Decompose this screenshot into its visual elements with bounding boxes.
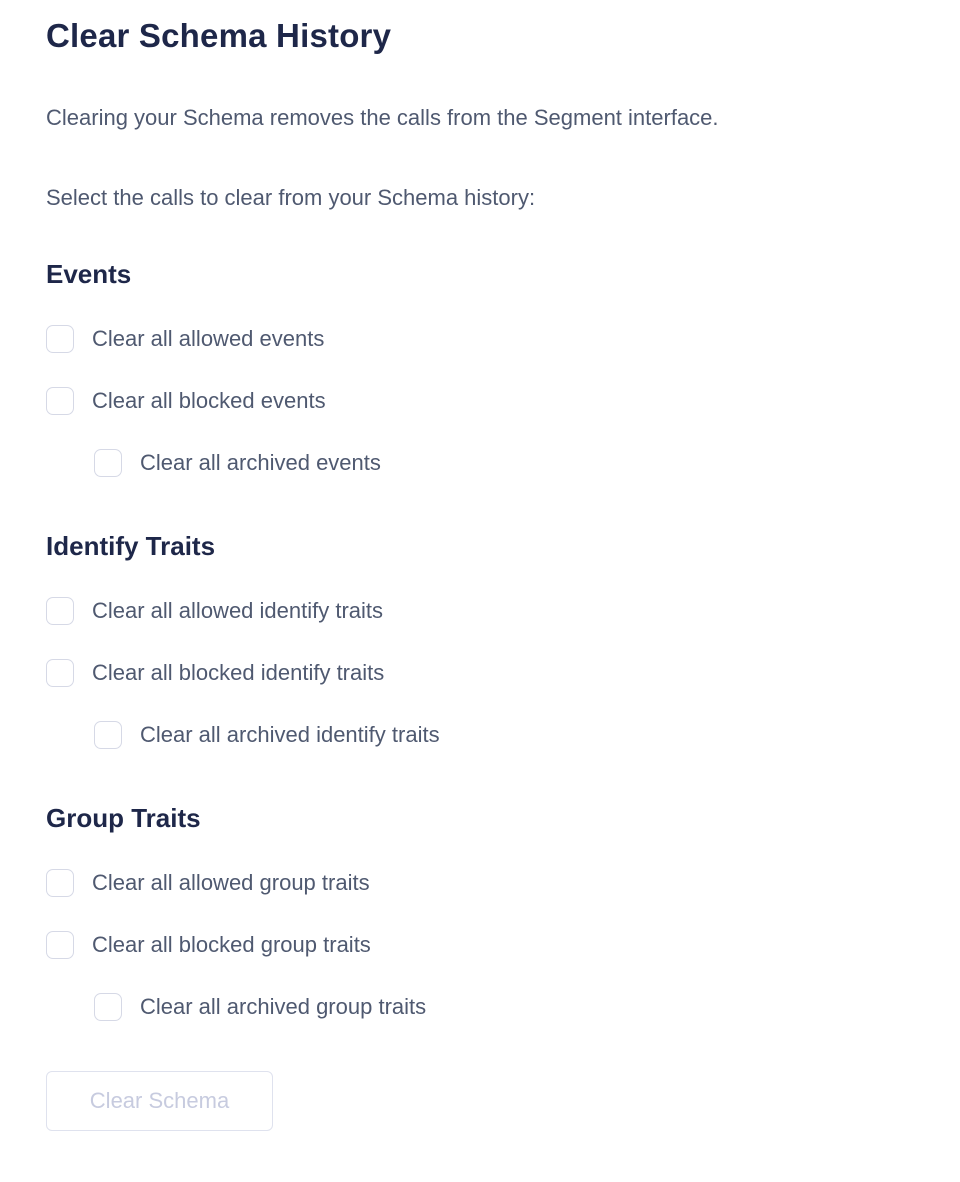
checkbox-label-allowed-group-traits: Clear all allowed group traits bbox=[92, 870, 370, 895]
checkbox-label-archived-events: Clear all archived events bbox=[140, 450, 381, 475]
checkbox-allowed-identify-traits[interactable] bbox=[46, 597, 74, 625]
checkbox-archived-identify-traits[interactable] bbox=[94, 721, 122, 749]
checkbox-row-allowed-identify-traits[interactable] bbox=[46, 597, 383, 625]
section-events bbox=[46, 258, 920, 477]
checkbox-blocked-identify-traits[interactable] bbox=[46, 659, 74, 687]
checkbox-label-archived-group-traits: Clear all archived group traits bbox=[140, 994, 427, 1019]
checkbox-row-blocked-events[interactable] bbox=[46, 387, 326, 415]
checkbox-row-allowed-events[interactable] bbox=[46, 325, 324, 353]
section-identify-traits bbox=[46, 530, 920, 749]
section-heading-events: Events bbox=[46, 259, 132, 289]
checkbox-label-blocked-events: Clear all blocked events bbox=[92, 388, 326, 413]
checkbox-row-allowed-group-traits[interactable] bbox=[46, 869, 370, 897]
checkbox-label-blocked-group-traits: Clear all blocked group traits bbox=[92, 932, 371, 957]
checkbox-allowed-events[interactable] bbox=[46, 325, 74, 353]
checkbox-row-blocked-group-traits[interactable] bbox=[46, 931, 371, 959]
checkbox-archived-group-traits[interactable] bbox=[94, 993, 122, 1021]
checkbox-label-blocked-identify-traits: Clear all blocked identify traits bbox=[92, 660, 385, 685]
checkbox-label-allowed-identify-traits: Clear all allowed identify traits bbox=[92, 598, 384, 623]
checkbox-row-archived-group-traits[interactable] bbox=[94, 993, 426, 1021]
checkbox-blocked-group-traits[interactable] bbox=[46, 931, 74, 959]
page-description: Clearing your Schema removes the calls from the Segment interface. bbox=[46, 105, 719, 130]
page-title: Clear Schema History bbox=[46, 17, 392, 54]
checkbox-archived-events[interactable] bbox=[94, 449, 122, 477]
checkbox-label-archived-identify-traits: Clear all archived identify traits bbox=[140, 722, 440, 747]
section-group-traits bbox=[46, 802, 920, 1021]
checkbox-row-archived-identify-traits[interactable] bbox=[94, 721, 440, 749]
page-instruction: Select the calls to clear from your Schema history: bbox=[46, 185, 536, 210]
section-heading-group-traits: Group Traits bbox=[46, 803, 201, 833]
checkbox-blocked-events[interactable] bbox=[46, 387, 74, 415]
checkbox-row-archived-events[interactable] bbox=[94, 449, 381, 477]
checkbox-label-allowed-events: Clear all allowed events bbox=[92, 326, 325, 351]
section-heading-identify-traits: Identify Traits bbox=[46, 531, 216, 561]
checkbox-row-blocked-identify-traits[interactable] bbox=[46, 659, 384, 687]
checkbox-allowed-group-traits[interactable] bbox=[46, 869, 74, 897]
clear-schema-button[interactable]: Clear Schema bbox=[46, 1071, 273, 1131]
